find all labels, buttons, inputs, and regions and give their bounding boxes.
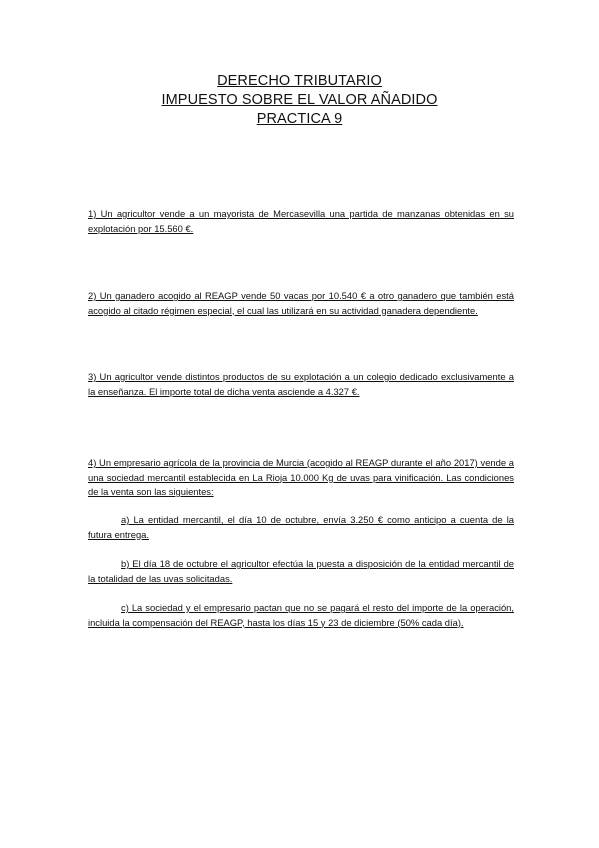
title-subject: DERECHO TRIBUTARIO xyxy=(217,73,382,89)
title-practice: PRACTICA 9 xyxy=(256,111,343,127)
condition-c: c) La sociedad y el empresario pactan que no se pagará el resto del importe de la operación, incluida la compensación del REAGP, hasta los días 15 y 23 de diciembre (50% cada día). xyxy=(88,602,514,628)
condition-a: a) La entidad mercantil, el día 10 de octubre, envía 3.250 € como anticipo a cuenta de la futura entrega. xyxy=(88,514,514,540)
exercise-3: 3) Un agricultor vende distintos productos de su explotación a un colegio dedicado exclusivamente a la enseñanza. El importe total de dicha venta asciende a 4.327 €. xyxy=(88,371,514,397)
condition-b: b) El día 18 de octubre el agricultor efectúa la puesta a disposición de la entidad mercantil de la totalidad de las uvas solicitadas. xyxy=(88,558,514,584)
document-title xyxy=(0,72,599,129)
exercise-1: 1) Un agricultor vende a un mayorista de Mercasevilla una partida de manzanas obtenidas en su explotación por 15.560 €. xyxy=(88,208,514,234)
exercise-4: 4) Un empresario agrícola de la provincia de Murcia (acogido al REAGP durante el año 2017) vende a una sociedad mercantil establecida en La Rioja 10.000 Kg de uvas para vinificación. Las condiciones de la venta son las siguientes: xyxy=(88,457,514,497)
title-topic: IMPUESTO SOBRE EL VALOR AÑADIDO xyxy=(161,92,438,108)
exercise-2: 2) Un ganadero acogido al REAGP vende 50 vacas por 10.540 € a otro ganadero que también está acogido al citado régimen especial, el cual las utilizará en su actividad ganadera dependiente. xyxy=(88,290,514,316)
